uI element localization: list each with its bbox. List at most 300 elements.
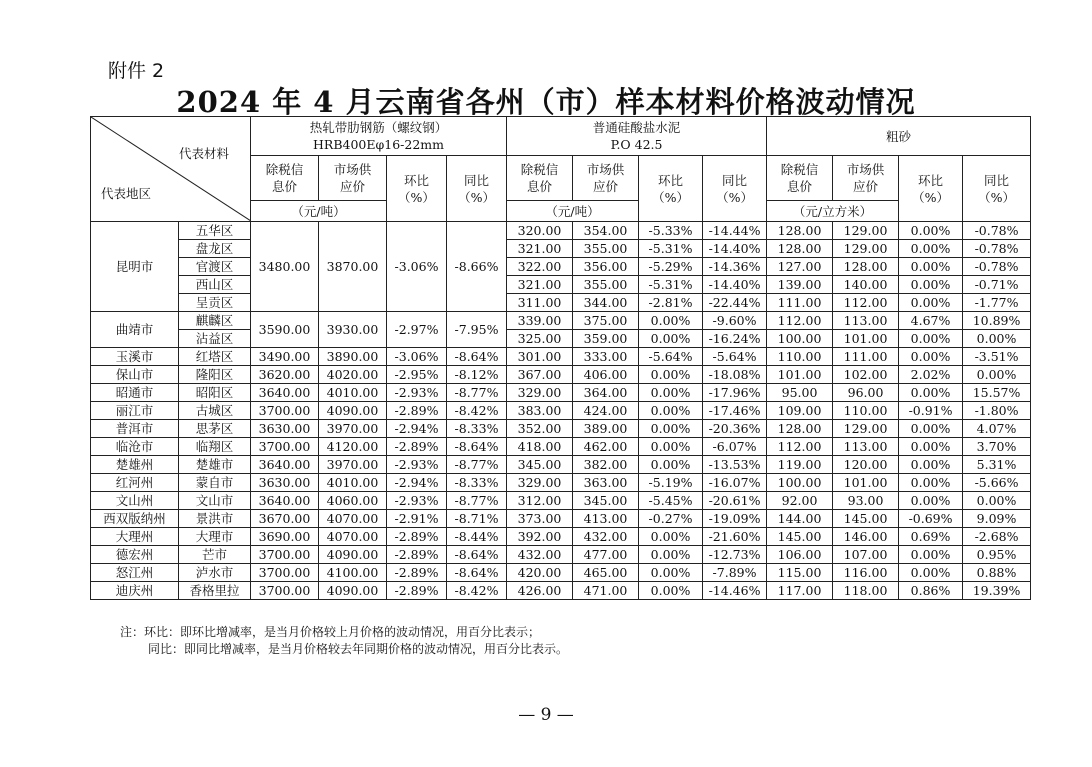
sand-yoy-cell: 15.57% xyxy=(963,384,1031,402)
sand-yoy-cell: 0.95% xyxy=(963,546,1031,564)
cement-market-price-cell: 413.00 xyxy=(573,510,639,528)
sand-tax-price-cell: 110.00 xyxy=(767,348,833,366)
cement-tax-price-cell: 392.00 xyxy=(507,528,573,546)
cement-tax-price-cell: 383.00 xyxy=(507,402,573,420)
district-cell: 隆阳区 xyxy=(179,366,251,384)
diagonal-line xyxy=(91,117,251,221)
header-corner-cell xyxy=(91,117,251,222)
sand-market-price-cell: 129.00 xyxy=(833,222,899,240)
district-cell: 官渡区 xyxy=(179,258,251,276)
table-row xyxy=(91,294,1031,312)
sand-mom-cell: -0.69% xyxy=(899,510,963,528)
district-cell: 芒市 xyxy=(179,546,251,564)
cement-mom-cell: -5.31% xyxy=(639,276,703,294)
cement-market-price-cell: 363.00 xyxy=(573,474,639,492)
sand-market-price-cell: 129.00 xyxy=(833,240,899,258)
sand-yoy-cell: -0.78% xyxy=(963,258,1031,276)
sand-market-price-cell: 128.00 xyxy=(833,258,899,276)
sand-mom-cell: 0.00% xyxy=(899,438,963,456)
cement-mom-cell: -5.45% xyxy=(639,492,703,510)
unit-cement: （元/吨） xyxy=(507,201,639,222)
cement-tax-price-cell: 329.00 xyxy=(507,474,573,492)
steel-mom-cell: -2.94% xyxy=(387,420,447,438)
city-cell: 昭通市 xyxy=(91,384,179,402)
steel-yoy-cell: -8.64% xyxy=(447,438,507,456)
sand-tax-price-cell: 95.00 xyxy=(767,384,833,402)
cement-tax-price-cell: 322.00 xyxy=(507,258,573,276)
cement-tax-price-cell: 367.00 xyxy=(507,366,573,384)
steel-mom-cell: -2.93% xyxy=(387,456,447,474)
sand-tax-price-cell: 117.00 xyxy=(767,582,833,600)
sand-tax-price-cell: 109.00 xyxy=(767,402,833,420)
sand-tax-price-cell: 100.00 xyxy=(767,330,833,348)
city-cell: 迪庆州 xyxy=(91,582,179,600)
sand-yoy-cell: -1.80% xyxy=(963,402,1031,420)
cement-yoy-cell: -17.96% xyxy=(703,384,767,402)
cement-tax-price-cell: 325.00 xyxy=(507,330,573,348)
steel-market-price-cell: 3930.00 xyxy=(319,312,387,348)
district-cell: 思茅区 xyxy=(179,420,251,438)
sand-yoy-cell: 0.00% xyxy=(963,492,1031,510)
cement-mom-cell: 0.00% xyxy=(639,528,703,546)
table-row xyxy=(91,384,1031,402)
table-row xyxy=(91,240,1031,258)
steel-yoy-cell: -8.33% xyxy=(447,474,507,492)
steel-market-price-cell: 4090.00 xyxy=(319,402,387,420)
sand-tax-price-cell: 111.00 xyxy=(767,294,833,312)
col-mom: 环比 （%） xyxy=(387,156,447,222)
table-row xyxy=(91,258,1031,276)
sand-yoy-cell: -1.77% xyxy=(963,294,1031,312)
steel-tax-price-cell: 3640.00 xyxy=(251,456,319,474)
steel-mom-cell: -2.89% xyxy=(387,564,447,582)
cement-yoy-cell: -14.40% xyxy=(703,240,767,258)
steel-tax-price-cell: 3640.00 xyxy=(251,492,319,510)
material-label: 代表材料 xyxy=(179,146,230,161)
district-cell: 红塔区 xyxy=(179,348,251,366)
sand-tax-price-cell: 139.00 xyxy=(767,276,833,294)
cement-yoy-cell: -7.89% xyxy=(703,564,767,582)
table-row xyxy=(91,528,1031,546)
sand-yoy-cell: 0.00% xyxy=(963,330,1031,348)
sand-tax-price-cell: 127.00 xyxy=(767,258,833,276)
sand-mom-cell: 2.02% xyxy=(899,366,963,384)
district-cell: 文山市 xyxy=(179,492,251,510)
cement-mom-cell: 0.00% xyxy=(639,402,703,420)
cement-tax-price-cell: 418.00 xyxy=(507,438,573,456)
cement-yoy-cell: -19.09% xyxy=(703,510,767,528)
steel-mom-cell: -2.93% xyxy=(387,492,447,510)
cement-market-price-cell: 344.00 xyxy=(573,294,639,312)
sand-yoy-cell: -0.78% xyxy=(963,240,1031,258)
sand-market-price-cell: 111.00 xyxy=(833,348,899,366)
sand-yoy-cell: 19.39% xyxy=(963,582,1031,600)
cement-yoy-cell: -14.46% xyxy=(703,582,767,600)
page-number: — 9 — xyxy=(518,705,574,725)
sand-market-price-cell: 101.00 xyxy=(833,474,899,492)
table-row xyxy=(91,564,1031,582)
sand-tax-price-cell: 145.00 xyxy=(767,528,833,546)
cement-market-price-cell: 375.00 xyxy=(573,312,639,330)
cement-market-price-cell: 465.00 xyxy=(573,564,639,582)
cement-yoy-cell: -6.07% xyxy=(703,438,767,456)
steel-tax-price-cell: 3700.00 xyxy=(251,438,319,456)
cement-tax-price-cell: 420.00 xyxy=(507,564,573,582)
steel-yoy-cell: -7.95% xyxy=(447,312,507,348)
note-yoy: 同比：即同比增减率，是当月价格较去年同期价格的波动情况，用百分比表示。 xyxy=(148,642,569,656)
cement-mom-cell: 0.00% xyxy=(639,384,703,402)
cement-tax-price-cell: 329.00 xyxy=(507,384,573,402)
steel-mom-cell: -2.89% xyxy=(387,582,447,600)
col-yoy: 同比 （%） xyxy=(963,156,1031,222)
sand-mom-cell: 0.00% xyxy=(899,420,963,438)
attachment-label: 附件 2 xyxy=(108,60,165,82)
cement-mom-cell: 0.00% xyxy=(639,366,703,384)
sand-market-price-cell: 116.00 xyxy=(833,564,899,582)
sand-yoy-cell: -2.68% xyxy=(963,528,1031,546)
table-row xyxy=(91,492,1031,510)
steel-yoy-cell: -8.77% xyxy=(447,384,507,402)
sand-yoy-cell: -0.71% xyxy=(963,276,1031,294)
group-sand-name: 粗砂 xyxy=(886,128,912,144)
cement-yoy-cell: -20.61% xyxy=(703,492,767,510)
cement-mom-cell: -2.81% xyxy=(639,294,703,312)
col-yoy: 同比 （%） xyxy=(703,156,767,222)
steel-mom-cell: -2.89% xyxy=(387,438,447,456)
steel-mom-cell: -2.95% xyxy=(387,366,447,384)
cement-mom-cell: -0.27% xyxy=(639,510,703,528)
city-cell: 临沧市 xyxy=(91,438,179,456)
cement-market-price-cell: 345.00 xyxy=(573,492,639,510)
sand-tax-price-cell: 92.00 xyxy=(767,492,833,510)
cement-yoy-cell: -16.24% xyxy=(703,330,767,348)
unit-sand: （元/立方米） xyxy=(767,201,899,222)
cement-tax-price-cell: 373.00 xyxy=(507,510,573,528)
group-cement-spec: P.O 42.5 xyxy=(610,137,663,152)
table-row xyxy=(91,582,1031,600)
steel-mom-cell: -2.91% xyxy=(387,510,447,528)
sand-yoy-cell: -5.66% xyxy=(963,474,1031,492)
sand-yoy-cell: 9.09% xyxy=(963,510,1031,528)
cement-yoy-cell: -17.46% xyxy=(703,402,767,420)
col-tax-price: 除税信 息价 xyxy=(251,156,319,201)
sand-yoy-cell: -0.78% xyxy=(963,222,1031,240)
table-row xyxy=(91,474,1031,492)
steel-market-price-cell: 4070.00 xyxy=(319,528,387,546)
unit-steel: （元/吨） xyxy=(251,201,387,222)
sand-market-price-cell: 145.00 xyxy=(833,510,899,528)
steel-mom-cell: -3.06% xyxy=(387,222,447,312)
cement-yoy-cell: -21.60% xyxy=(703,528,767,546)
steel-tax-price-cell: 3590.00 xyxy=(251,312,319,348)
cement-yoy-cell: -13.53% xyxy=(703,456,767,474)
city-cell: 昆明市 xyxy=(91,222,179,312)
cement-market-price-cell: 355.00 xyxy=(573,240,639,258)
steel-tax-price-cell: 3700.00 xyxy=(251,564,319,582)
sand-tax-price-cell: 112.00 xyxy=(767,312,833,330)
district-cell: 五华区 xyxy=(179,222,251,240)
table-row xyxy=(91,348,1031,366)
sand-tax-price-cell: 100.00 xyxy=(767,474,833,492)
city-cell: 保山市 xyxy=(91,366,179,384)
steel-tax-price-cell: 3700.00 xyxy=(251,402,319,420)
sand-market-price-cell: 120.00 xyxy=(833,456,899,474)
cement-yoy-cell: -14.40% xyxy=(703,276,767,294)
steel-mom-cell: -2.89% xyxy=(387,546,447,564)
sand-market-price-cell: 101.00 xyxy=(833,330,899,348)
sand-market-price-cell: 102.00 xyxy=(833,366,899,384)
sand-mom-cell: 0.69% xyxy=(899,528,963,546)
sand-market-price-cell: 112.00 xyxy=(833,294,899,312)
steel-yoy-cell: -8.71% xyxy=(447,510,507,528)
steel-yoy-cell: -8.66% xyxy=(447,222,507,312)
cement-tax-price-cell: 426.00 xyxy=(507,582,573,600)
col-mom: 环比 （%） xyxy=(899,156,963,222)
cement-yoy-cell: -5.64% xyxy=(703,348,767,366)
district-cell: 古城区 xyxy=(179,402,251,420)
cement-mom-cell: 0.00% xyxy=(639,330,703,348)
sand-yoy-cell: -3.51% xyxy=(963,348,1031,366)
district-cell: 景洪市 xyxy=(179,510,251,528)
cement-market-price-cell: 382.00 xyxy=(573,456,639,474)
sand-mom-cell: -0.91% xyxy=(899,402,963,420)
cement-mom-cell: -5.29% xyxy=(639,258,703,276)
sand-mom-cell: 0.86% xyxy=(899,582,963,600)
cement-yoy-cell: -16.07% xyxy=(703,474,767,492)
steel-tax-price-cell: 3630.00 xyxy=(251,474,319,492)
cement-mom-cell: -5.19% xyxy=(639,474,703,492)
steel-tax-price-cell: 3640.00 xyxy=(251,384,319,402)
district-cell: 昭阳区 xyxy=(179,384,251,402)
cement-mom-cell: 0.00% xyxy=(639,582,703,600)
table-row xyxy=(91,438,1031,456)
city-cell: 曲靖市 xyxy=(91,312,179,348)
cement-mom-cell: 0.00% xyxy=(639,564,703,582)
steel-yoy-cell: -8.77% xyxy=(447,492,507,510)
sand-tax-price-cell: 128.00 xyxy=(767,420,833,438)
district-cell: 西山区 xyxy=(179,276,251,294)
sand-yoy-cell: 4.07% xyxy=(963,420,1031,438)
city-cell: 大理州 xyxy=(91,528,179,546)
cement-yoy-cell: -18.08% xyxy=(703,366,767,384)
note-mom: 注：环比：即环比增减率，是当月价格较上月价格的波动情况，用百分比表示； xyxy=(120,625,541,639)
cement-market-price-cell: 333.00 xyxy=(573,348,639,366)
sand-tax-price-cell: 115.00 xyxy=(767,564,833,582)
table-row xyxy=(91,420,1031,438)
cement-market-price-cell: 462.00 xyxy=(573,438,639,456)
sand-market-price-cell: 113.00 xyxy=(833,312,899,330)
sand-mom-cell: 0.00% xyxy=(899,546,963,564)
city-cell: 红河州 xyxy=(91,474,179,492)
sand-mom-cell: 0.00% xyxy=(899,276,963,294)
group-sand-header xyxy=(767,117,1031,156)
district-cell: 楚雄市 xyxy=(179,456,251,474)
cement-mom-cell: -5.31% xyxy=(639,240,703,258)
sand-market-price-cell: 118.00 xyxy=(833,582,899,600)
steel-market-price-cell: 3870.00 xyxy=(319,222,387,312)
cement-yoy-cell: -22.44% xyxy=(703,294,767,312)
table-row xyxy=(91,510,1031,528)
sand-mom-cell: 0.00% xyxy=(899,456,963,474)
steel-market-price-cell: 4090.00 xyxy=(319,582,387,600)
steel-tax-price-cell: 3490.00 xyxy=(251,348,319,366)
district-cell: 泸水市 xyxy=(179,564,251,582)
city-cell: 西双版纳州 xyxy=(91,510,179,528)
table-body xyxy=(91,222,1031,600)
sand-market-price-cell: 140.00 xyxy=(833,276,899,294)
cement-yoy-cell: -14.44% xyxy=(703,222,767,240)
col-market-price: 市场供 应价 xyxy=(319,156,387,201)
steel-market-price-cell: 4100.00 xyxy=(319,564,387,582)
sand-yoy-cell: 10.89% xyxy=(963,312,1031,330)
cement-yoy-cell: -14.36% xyxy=(703,258,767,276)
col-mom: 环比 （%） xyxy=(639,156,703,222)
sand-market-price-cell: 107.00 xyxy=(833,546,899,564)
city-cell: 德宏州 xyxy=(91,546,179,564)
sand-mom-cell: 0.00% xyxy=(899,492,963,510)
group-steel-name: 热轧带肋钢筋（螺纹钢） xyxy=(309,120,448,135)
steel-market-price-cell: 4020.00 xyxy=(319,366,387,384)
sand-mom-cell: 0.00% xyxy=(899,330,963,348)
steel-yoy-cell: -8.44% xyxy=(447,528,507,546)
steel-yoy-cell: -8.42% xyxy=(447,582,507,600)
district-cell: 临翔区 xyxy=(179,438,251,456)
cement-tax-price-cell: 312.00 xyxy=(507,492,573,510)
sand-tax-price-cell: 112.00 xyxy=(767,438,833,456)
city-cell: 玉溪市 xyxy=(91,348,179,366)
steel-market-price-cell: 3890.00 xyxy=(319,348,387,366)
district-cell: 盘龙区 xyxy=(179,240,251,258)
steel-mom-cell: -2.94% xyxy=(387,474,447,492)
steel-mom-cell: -3.06% xyxy=(387,348,447,366)
cement-market-price-cell: 471.00 xyxy=(573,582,639,600)
sand-mom-cell: 0.00% xyxy=(899,222,963,240)
cement-tax-price-cell: 345.00 xyxy=(507,456,573,474)
steel-tax-price-cell: 3690.00 xyxy=(251,528,319,546)
cement-market-price-cell: 359.00 xyxy=(573,330,639,348)
cement-mom-cell: 0.00% xyxy=(639,456,703,474)
sand-market-price-cell: 113.00 xyxy=(833,438,899,456)
sand-yoy-cell: 0.00% xyxy=(963,366,1031,384)
city-cell: 楚雄州 xyxy=(91,456,179,474)
steel-market-price-cell: 4060.00 xyxy=(319,492,387,510)
group-cement-name: 普通硅酸盐水泥 xyxy=(592,120,681,135)
steel-market-price-cell: 3970.00 xyxy=(319,420,387,438)
cement-market-price-cell: 389.00 xyxy=(573,420,639,438)
sand-mom-cell: 0.00% xyxy=(899,474,963,492)
steel-market-price-cell: 4120.00 xyxy=(319,438,387,456)
table-row xyxy=(91,546,1031,564)
district-cell: 大理市 xyxy=(179,528,251,546)
steel-market-price-cell: 4010.00 xyxy=(319,384,387,402)
sand-tax-price-cell: 106.00 xyxy=(767,546,833,564)
sand-yoy-cell: 0.88% xyxy=(963,564,1031,582)
sand-market-price-cell: 93.00 xyxy=(833,492,899,510)
cement-tax-price-cell: 321.00 xyxy=(507,240,573,258)
sand-mom-cell: 0.00% xyxy=(899,348,963,366)
sand-mom-cell: 0.00% xyxy=(899,258,963,276)
steel-mom-cell: -2.93% xyxy=(387,384,447,402)
cement-yoy-cell: -9.60% xyxy=(703,312,767,330)
steel-tax-price-cell: 3620.00 xyxy=(251,366,319,384)
steel-yoy-cell: -8.64% xyxy=(447,546,507,564)
steel-yoy-cell: -8.12% xyxy=(447,366,507,384)
region-label: 代表地区 xyxy=(101,186,152,201)
district-cell: 蒙自市 xyxy=(179,474,251,492)
cement-market-price-cell: 364.00 xyxy=(573,384,639,402)
table-row xyxy=(91,402,1031,420)
steel-yoy-cell: -8.64% xyxy=(447,564,507,582)
col-market-price: 市场供 应价 xyxy=(833,156,899,201)
steel-market-price-cell: 3970.00 xyxy=(319,456,387,474)
price-table xyxy=(90,116,1031,600)
group-cement-header xyxy=(507,117,767,156)
col-tax-price: 除税信 息价 xyxy=(507,156,573,201)
city-cell: 丽江市 xyxy=(91,402,179,420)
sand-mom-cell: 0.00% xyxy=(899,294,963,312)
cement-tax-price-cell: 352.00 xyxy=(507,420,573,438)
cement-mom-cell: 0.00% xyxy=(639,420,703,438)
sand-tax-price-cell: 128.00 xyxy=(767,240,833,258)
table-row xyxy=(91,330,1031,348)
col-market-price: 市场供 应价 xyxy=(573,156,639,201)
city-cell: 怒江州 xyxy=(91,564,179,582)
district-cell: 麒麟区 xyxy=(179,312,251,330)
cement-tax-price-cell: 321.00 xyxy=(507,276,573,294)
steel-yoy-cell: -8.33% xyxy=(447,420,507,438)
sand-yoy-cell: 5.31% xyxy=(963,456,1031,474)
sand-yoy-cell: 3.70% xyxy=(963,438,1031,456)
sand-mom-cell: 0.00% xyxy=(899,240,963,258)
sand-market-price-cell: 96.00 xyxy=(833,384,899,402)
cement-yoy-cell: -12.73% xyxy=(703,546,767,564)
sand-tax-price-cell: 101.00 xyxy=(767,366,833,384)
col-yoy: 同比 （%） xyxy=(447,156,507,222)
cement-tax-price-cell: 339.00 xyxy=(507,312,573,330)
cement-yoy-cell: -20.36% xyxy=(703,420,767,438)
table-row xyxy=(91,312,1031,330)
steel-tax-price-cell: 3480.00 xyxy=(251,222,319,312)
cement-tax-price-cell: 311.00 xyxy=(507,294,573,312)
cement-mom-cell: -5.64% xyxy=(639,348,703,366)
cement-mom-cell: 0.00% xyxy=(639,312,703,330)
sand-mom-cell: 4.67% xyxy=(899,312,963,330)
steel-yoy-cell: -8.77% xyxy=(447,456,507,474)
table-row xyxy=(91,456,1031,474)
steel-tax-price-cell: 3630.00 xyxy=(251,420,319,438)
steel-market-price-cell: 4010.00 xyxy=(319,474,387,492)
cement-market-price-cell: 432.00 xyxy=(573,528,639,546)
cement-tax-price-cell: 432.00 xyxy=(507,546,573,564)
cement-market-price-cell: 406.00 xyxy=(573,366,639,384)
steel-mom-cell: -2.97% xyxy=(387,312,447,348)
group-steel-header xyxy=(251,117,507,156)
group-steel-spec: HRB400Eφ16-22mm xyxy=(313,137,444,152)
district-cell: 呈贡区 xyxy=(179,294,251,312)
cement-market-price-cell: 354.00 xyxy=(573,222,639,240)
cement-tax-price-cell: 301.00 xyxy=(507,348,573,366)
sand-market-price-cell: 110.00 xyxy=(833,402,899,420)
steel-mom-cell: -2.89% xyxy=(387,528,447,546)
district-cell: 沾益区 xyxy=(179,330,251,348)
sand-market-price-cell: 146.00 xyxy=(833,528,899,546)
steel-mom-cell: -2.89% xyxy=(387,402,447,420)
cement-tax-price-cell: 320.00 xyxy=(507,222,573,240)
cement-market-price-cell: 424.00 xyxy=(573,402,639,420)
steel-tax-price-cell: 3670.00 xyxy=(251,510,319,528)
table-row xyxy=(91,366,1031,384)
city-cell: 普洱市 xyxy=(91,420,179,438)
